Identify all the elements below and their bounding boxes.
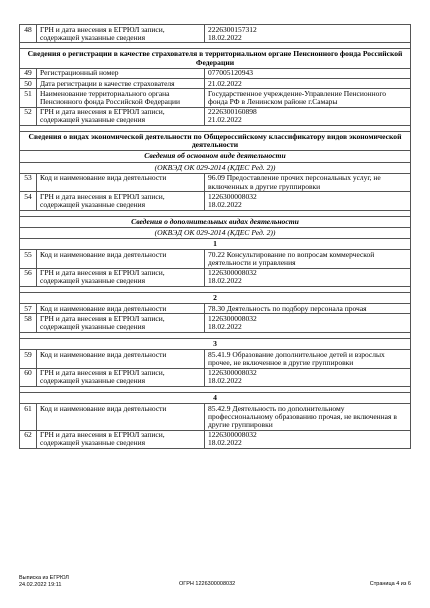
table-row <box>20 250 411 268</box>
row-number: 56 <box>20 268 37 286</box>
row-value: Государственное учреждение-Управление Пенсионного фонда РФ в Ленинском районе г.Самары <box>205 89 411 107</box>
okved-label-main-row <box>20 162 411 173</box>
row-value: 1226300008032 18.02.2022 <box>205 314 411 332</box>
main-activity-title-row <box>20 151 411 162</box>
table-row <box>20 89 411 107</box>
extract-table <box>19 24 411 449</box>
footer-extract-label: Выписка из ЕГРЮЛ <box>19 575 69 581</box>
table-row <box>20 350 411 368</box>
row-label: ГРН и дата внесения в ЕГРЮЛ записи, содержащей указанные сведения <box>37 368 205 386</box>
row-label: ГРН и дата внесения в ЕГРЮЛ записи, содержащей указанные сведения <box>37 192 205 210</box>
row-label: ГРН и дата внесения в ЕГРЮЛ записи, содержащей указанные сведения <box>37 25 205 43</box>
row-label: ГРН и дата внесения в ЕГРЮЛ записи, содержащей указанные сведения <box>37 314 205 332</box>
okved-section-title: Сведения о видах экономической деятельности по Общероссийскому классификатору видов экономической деятельности <box>20 132 411 151</box>
table-row <box>20 68 411 78</box>
activity-group-index: 1 <box>20 239 411 250</box>
extra-activity-title-row <box>20 216 411 227</box>
table-row <box>20 314 411 332</box>
row-number: 60 <box>20 368 37 386</box>
row-number: 48 <box>20 25 37 43</box>
activity-group-index: 2 <box>20 293 411 304</box>
row-value: 1226300008032 18.02.2022 <box>205 192 411 210</box>
activity-group-index: 3 <box>20 338 411 349</box>
row-number: 59 <box>20 350 37 368</box>
activity-group-index: 4 <box>20 392 411 403</box>
row-label: ГРН и дата внесения в ЕГРЮЛ записи, содержащей указанные сведения <box>37 430 205 448</box>
activity-group-index-row <box>20 392 411 403</box>
row-label: Код и наименование вида деятельности <box>37 250 205 268</box>
row-label: Код и наименование вида деятельности <box>37 173 205 191</box>
row-number: 51 <box>20 89 37 107</box>
okved-section-title-row <box>20 132 411 151</box>
footer-ogrn: ОГРН 1226300008032 <box>179 581 236 587</box>
table-row <box>20 192 411 210</box>
row-number: 62 <box>20 430 37 448</box>
row-value: 96.09 Предоставление прочих персональных услуг, не включенных в другие группировки <box>205 173 411 191</box>
footer-extract-info <box>19 575 69 588</box>
table-row <box>20 173 411 191</box>
row-value: 85.42.9 Деятельность по дополнительному профессиональному образованию прочая, не включенная в другие группировки <box>205 404 411 431</box>
row-number: 53 <box>20 173 37 191</box>
okved-label-extra: (ОКВЭД ОК 029-2014 (КДЕС Ред. 2)) <box>20 227 411 238</box>
table-row <box>20 268 411 286</box>
row-label: Код и наименование вида деятельности <box>37 350 205 368</box>
row-number: 61 <box>20 404 37 431</box>
pfr-section-title: Сведения о регистрации в качестве страхователя в территориальном органе Пенсионного фонда Российской Федерации <box>20 49 411 68</box>
table-row <box>20 107 411 125</box>
row-label: Регистрационный номер <box>37 68 205 78</box>
row-value: 077005120943 <box>205 68 411 78</box>
row-value: 2226300157312 18.02.2022 <box>205 25 411 43</box>
table-row <box>20 430 411 448</box>
extra-activity-title: Сведения о дополнительных видах деятельности <box>20 216 411 227</box>
row-value: 2226300160898 21.02.2022 <box>205 107 411 125</box>
table-row <box>20 25 411 43</box>
row-value: 70.22 Консультирование по вопросам коммерческой деятельности и управления <box>205 250 411 268</box>
row-label: Код и наименование вида деятельности <box>37 304 205 314</box>
row-value: 1226300008032 18.02.2022 <box>205 368 411 386</box>
row-label: Дата регистрации в качестве страхователя <box>37 79 205 89</box>
footer-page-number: Страница 4 из 6 <box>369 581 411 587</box>
row-label: Код и наименование вида деятельности <box>37 404 205 431</box>
row-number: 49 <box>20 68 37 78</box>
row-label: ГРН и дата внесения в ЕГРЮЛ записи, содержащей указанные сведения <box>37 268 205 286</box>
table-row <box>20 79 411 89</box>
row-value: 1226300008032 18.02.2022 <box>205 268 411 286</box>
row-number: 58 <box>20 314 37 332</box>
row-value: 85.41.9 Образование дополнительное детей и взрослых прочее, не включенное в другие группировки <box>205 350 411 368</box>
row-label: ГРН и дата внесения в ЕГРЮЛ записи, содержащей указанные сведения <box>37 107 205 125</box>
row-value: 21.02.2022 <box>205 79 411 89</box>
footer-extract-date: 24.02.2022 19:11 <box>19 581 62 588</box>
row-number: 55 <box>20 250 37 268</box>
table-row <box>20 304 411 314</box>
table-row <box>20 404 411 431</box>
table-row <box>20 368 411 386</box>
activity-group-index-row <box>20 239 411 250</box>
okved-label-main: (ОКВЭД ОК 029-2014 (КДЕС Ред. 2)) <box>20 162 411 173</box>
activity-group-index-row <box>20 338 411 349</box>
okved-label-extra-row <box>20 227 411 238</box>
row-value: 1226300008032 18.02.2022 <box>205 430 411 448</box>
row-number: 52 <box>20 107 37 125</box>
row-number: 54 <box>20 192 37 210</box>
pfr-section-title-row <box>20 49 411 68</box>
main-activity-title: Сведения об основном виде деятельности <box>20 151 411 162</box>
row-number: 57 <box>20 304 37 314</box>
activity-group-index-row <box>20 293 411 304</box>
row-number: 50 <box>20 79 37 89</box>
row-value: 78.30 Деятельность по подбору персонала прочая <box>205 304 411 314</box>
row-label: Наименование территориального органа Пенсионного фонда Российской Федерации <box>37 89 205 107</box>
egrul-extract-page <box>19 24 411 449</box>
